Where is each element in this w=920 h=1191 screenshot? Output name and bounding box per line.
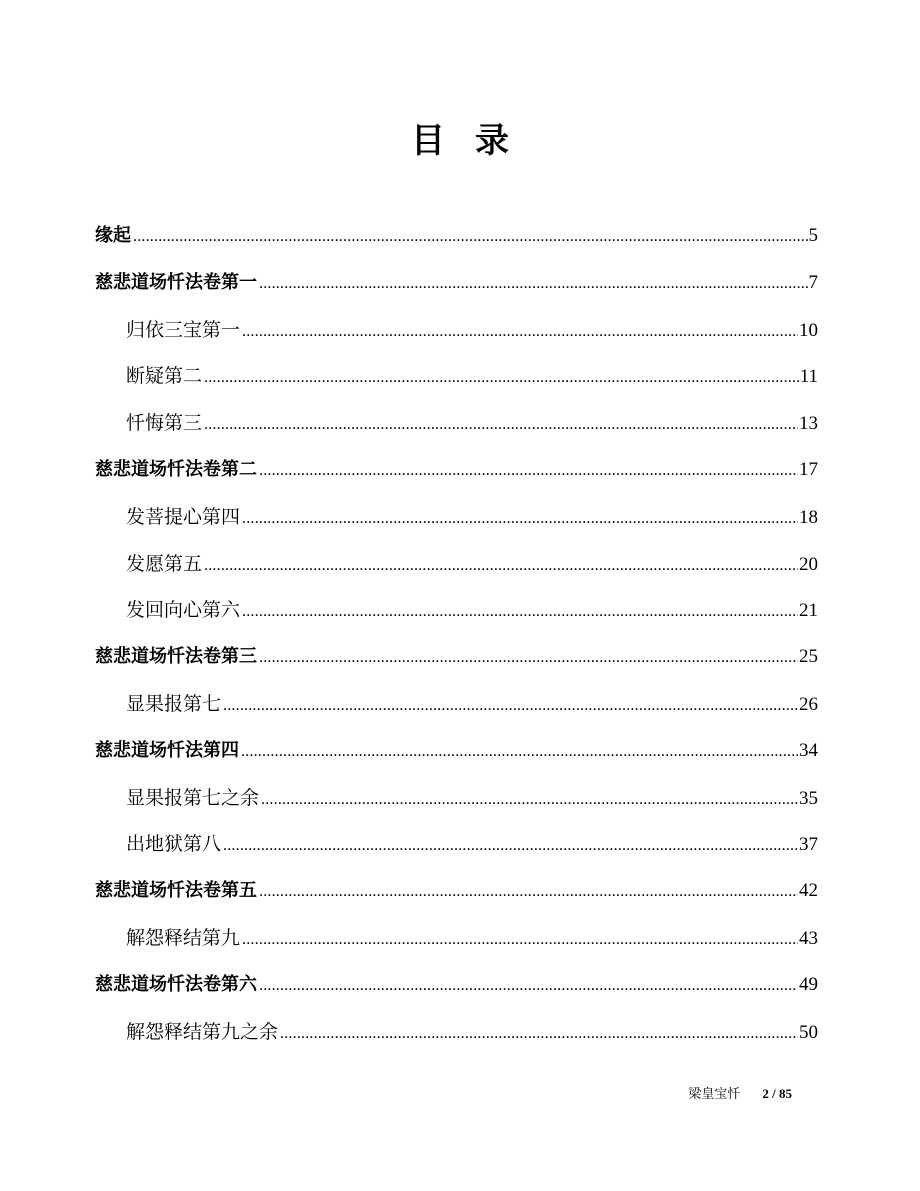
toc-entry-label: 解怨释结第九 [126, 926, 241, 949]
toc-entry-page-number: 10 [799, 319, 818, 341]
toc-entry-label: 慈悲道场忏法卷第六 [95, 973, 257, 995]
toc-entry-page-number: 49 [799, 973, 818, 995]
toc-entry-page-number: 20 [799, 553, 818, 575]
toc-entry-label: 发愿第五 [126, 552, 203, 575]
toc-entry-label: 忏悔第三 [126, 412, 203, 435]
page-footer [0, 1083, 792, 1102]
toc-dot-leader [242, 928, 798, 952]
toc-entry-page-number: 26 [799, 693, 818, 715]
toc-entry-page-number: 42 [799, 880, 818, 902]
toc-dot-leader [204, 554, 798, 578]
toc-dot-leader [204, 413, 798, 437]
toc-dot-leader [259, 272, 808, 296]
toc-entry[interactable] [95, 739, 818, 786]
toc-dot-leader [242, 507, 798, 531]
toc-entry[interactable] [95, 926, 818, 973]
toc-entry-page-number: 13 [799, 413, 818, 435]
toc-entry-page-number: 34 [799, 739, 818, 761]
toc-entry-label: 归依三宝第一 [126, 318, 241, 341]
toc-entry[interactable] [95, 505, 818, 552]
toc-entry-page-number: 11 [799, 366, 818, 388]
toc-entry-label: 发菩提心第四 [126, 505, 241, 528]
toc-entry[interactable] [95, 271, 818, 318]
toc-dot-leader [259, 459, 798, 483]
toc-entry-page-number: 21 [799, 600, 818, 622]
toc-entry-page-number: 35 [799, 787, 818, 809]
toc-entry-page-number: 37 [799, 834, 818, 856]
toc-entry[interactable] [95, 364, 818, 411]
toc-entry-page-number: 25 [799, 646, 818, 668]
toc-entry-label: 出地狱第八 [126, 833, 222, 856]
toc-entry[interactable] [95, 552, 818, 599]
toc-dot-leader [280, 1022, 798, 1046]
toc-entry[interactable] [95, 786, 818, 833]
toc-entry-label: 断疑第二 [126, 365, 203, 388]
toc-dot-leader [259, 880, 798, 904]
toc-entry-label: 显果报第七 [126, 692, 222, 715]
toc-entry-page-number: 7 [808, 271, 818, 293]
toc-dot-leader [223, 834, 798, 858]
toc-entry-label: 发回向心第六 [126, 599, 241, 622]
toc-dot-leader [242, 320, 798, 344]
page-title: 目录 [411, 121, 539, 161]
toc-entry-label: 慈悲道场忏法卷第三 [95, 646, 257, 668]
toc-entry-page-number: 5 [808, 225, 818, 246]
toc-entry[interactable] [95, 1020, 818, 1067]
toc-entry-page-number: 17 [799, 458, 818, 480]
toc-dot-leader [259, 974, 798, 998]
toc-entry-page-number: 18 [799, 506, 818, 528]
toc-entry-label: 解怨释结第九之余 [126, 1020, 279, 1043]
toc-dot-leader [259, 646, 798, 670]
toc-entry-label: 缘起 [95, 225, 131, 246]
toc-dot-leader [241, 740, 798, 764]
toc-entry[interactable] [95, 692, 818, 739]
toc-entry[interactable] [95, 224, 818, 271]
toc-entry-page-number: 50 [799, 1021, 818, 1043]
toc-entry[interactable] [95, 411, 818, 458]
toc-entry[interactable] [95, 458, 818, 505]
toc-dot-leader [204, 366, 799, 390]
toc-entry[interactable] [95, 598, 818, 645]
footer-book-name: 梁皇宝忏 [688, 1087, 741, 1102]
toc-entry[interactable] [95, 832, 818, 879]
table-of-contents [95, 224, 818, 1066]
toc-entry[interactable] [95, 318, 818, 365]
toc-dot-leader [133, 225, 808, 249]
toc-entry-label: 显果报第七之余 [126, 786, 260, 809]
toc-entry-page-number: 43 [799, 927, 818, 949]
toc-dot-leader [242, 600, 798, 624]
toc-entry-label: 慈悲道场忏法卷第五 [95, 880, 257, 902]
toc-entry-label: 慈悲道场忏法卷第一 [95, 271, 257, 293]
toc-dot-leader [261, 788, 798, 812]
footer-page-indicator: 2 / 85 [762, 1086, 792, 1101]
toc-entry[interactable] [95, 879, 818, 926]
toc-entry-label: 慈悲道场忏法第四 [95, 739, 239, 761]
toc-entry[interactable] [95, 973, 818, 1020]
toc-dot-leader [223, 694, 798, 718]
toc-entry[interactable] [95, 645, 818, 692]
toc-entry-label: 慈悲道场忏法卷第二 [95, 458, 257, 480]
